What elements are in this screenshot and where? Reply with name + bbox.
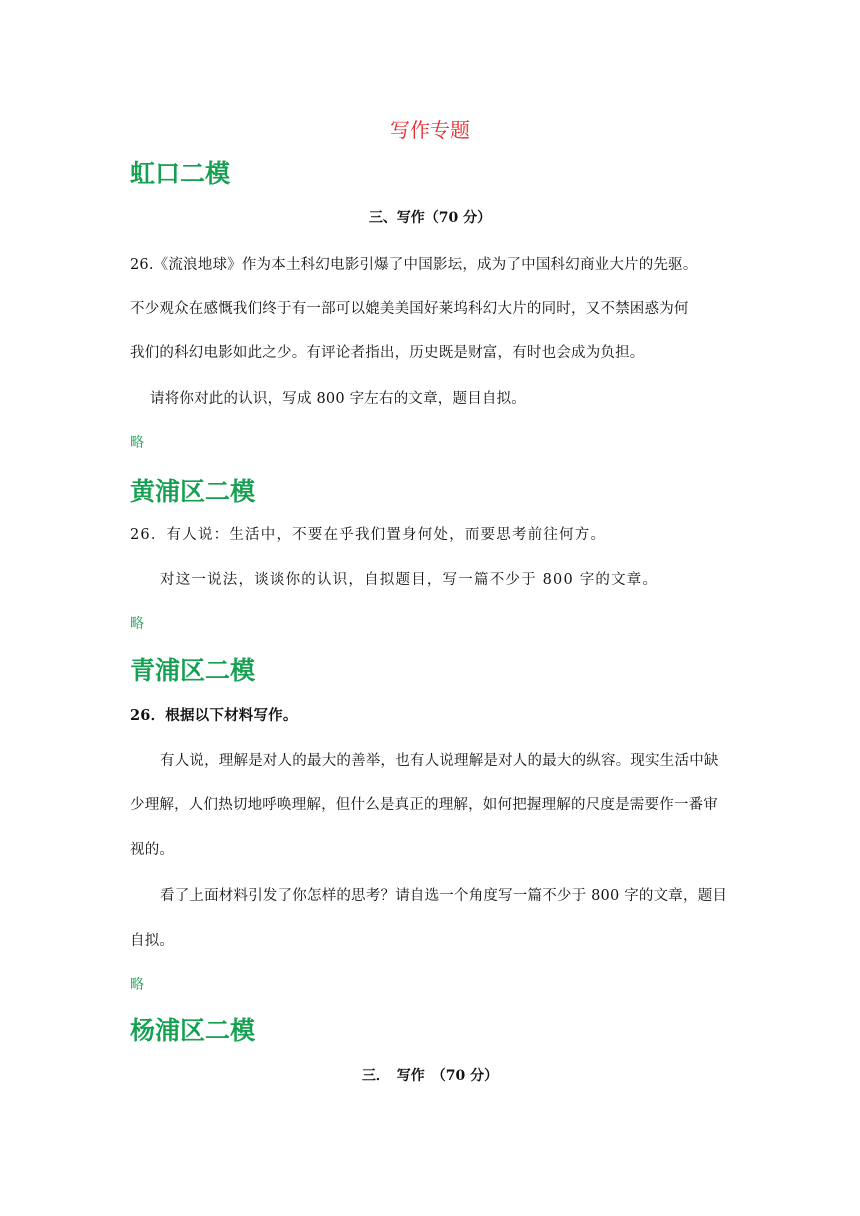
prompt-instruction: 对这一说法，谈谈你的认识，自拟题目，写一篇不少于 800 字的文章。 <box>160 572 659 588</box>
section-heading-hongkou: 虹口二模 <box>130 159 231 188</box>
section-subheading-qingpu: 26．根据以下材料写作。 <box>130 707 298 724</box>
document-title: 写作专题 <box>390 118 470 142</box>
prompt-instruction: 自拟。 <box>130 933 175 949</box>
prompt-line: 有人说，理解是对人的最大的善举，也有人说理解是对人的最大的纵容。现实生活中缺 <box>160 753 719 769</box>
answer-omitted: 略 <box>130 616 144 632</box>
prompt-instruction: 看了上面材料引发了你怎样的思考？请自选一个角度写一篇不少于 800 字的文章，题目 <box>160 888 728 904</box>
answer-omitted: 略 <box>130 435 144 451</box>
prompt-line: 不少观众在感慨我们终于有一部可以媲美美国好莱坞科幻大片的同时，又不禁困惑为何 <box>130 301 689 317</box>
section-subheading-yangpu: 三． 写作 （70 分） <box>361 1068 499 1084</box>
prompt-line: 少理解，人们热切地呼唤理解，但什么是真正的理解，如何把握理解的尺度是需要作一番审 <box>130 797 718 813</box>
answer-omitted: 略 <box>130 977 144 993</box>
section-subheading-hongkou: 三、写作（70 分） <box>368 210 492 226</box>
prompt-line: 我们的科幻电影如此之少。有评论者指出，历史既是财富，有时也会成为负担。 <box>130 345 645 361</box>
section-heading-qingpu: 青浦区二模 <box>130 656 256 685</box>
section-heading-yangpu: 杨浦区二模 <box>130 1016 256 1045</box>
prompt-instruction: 请将你对此的认识，写成 800 字左右的文章，题目自拟。 <box>150 391 526 407</box>
prompt-line: 26．有人说：生活中，不要在乎我们置身何处，而要思考前往何方。 <box>130 527 607 543</box>
prompt-line: 26.《流浪地球》作为本土科幻电影引爆了中国影坛，成为了中国科幻商业大片的先驱。 <box>130 257 698 273</box>
prompt-line: 视的。 <box>130 842 175 858</box>
section-heading-huangpu: 黄浦区二模 <box>130 477 256 506</box>
